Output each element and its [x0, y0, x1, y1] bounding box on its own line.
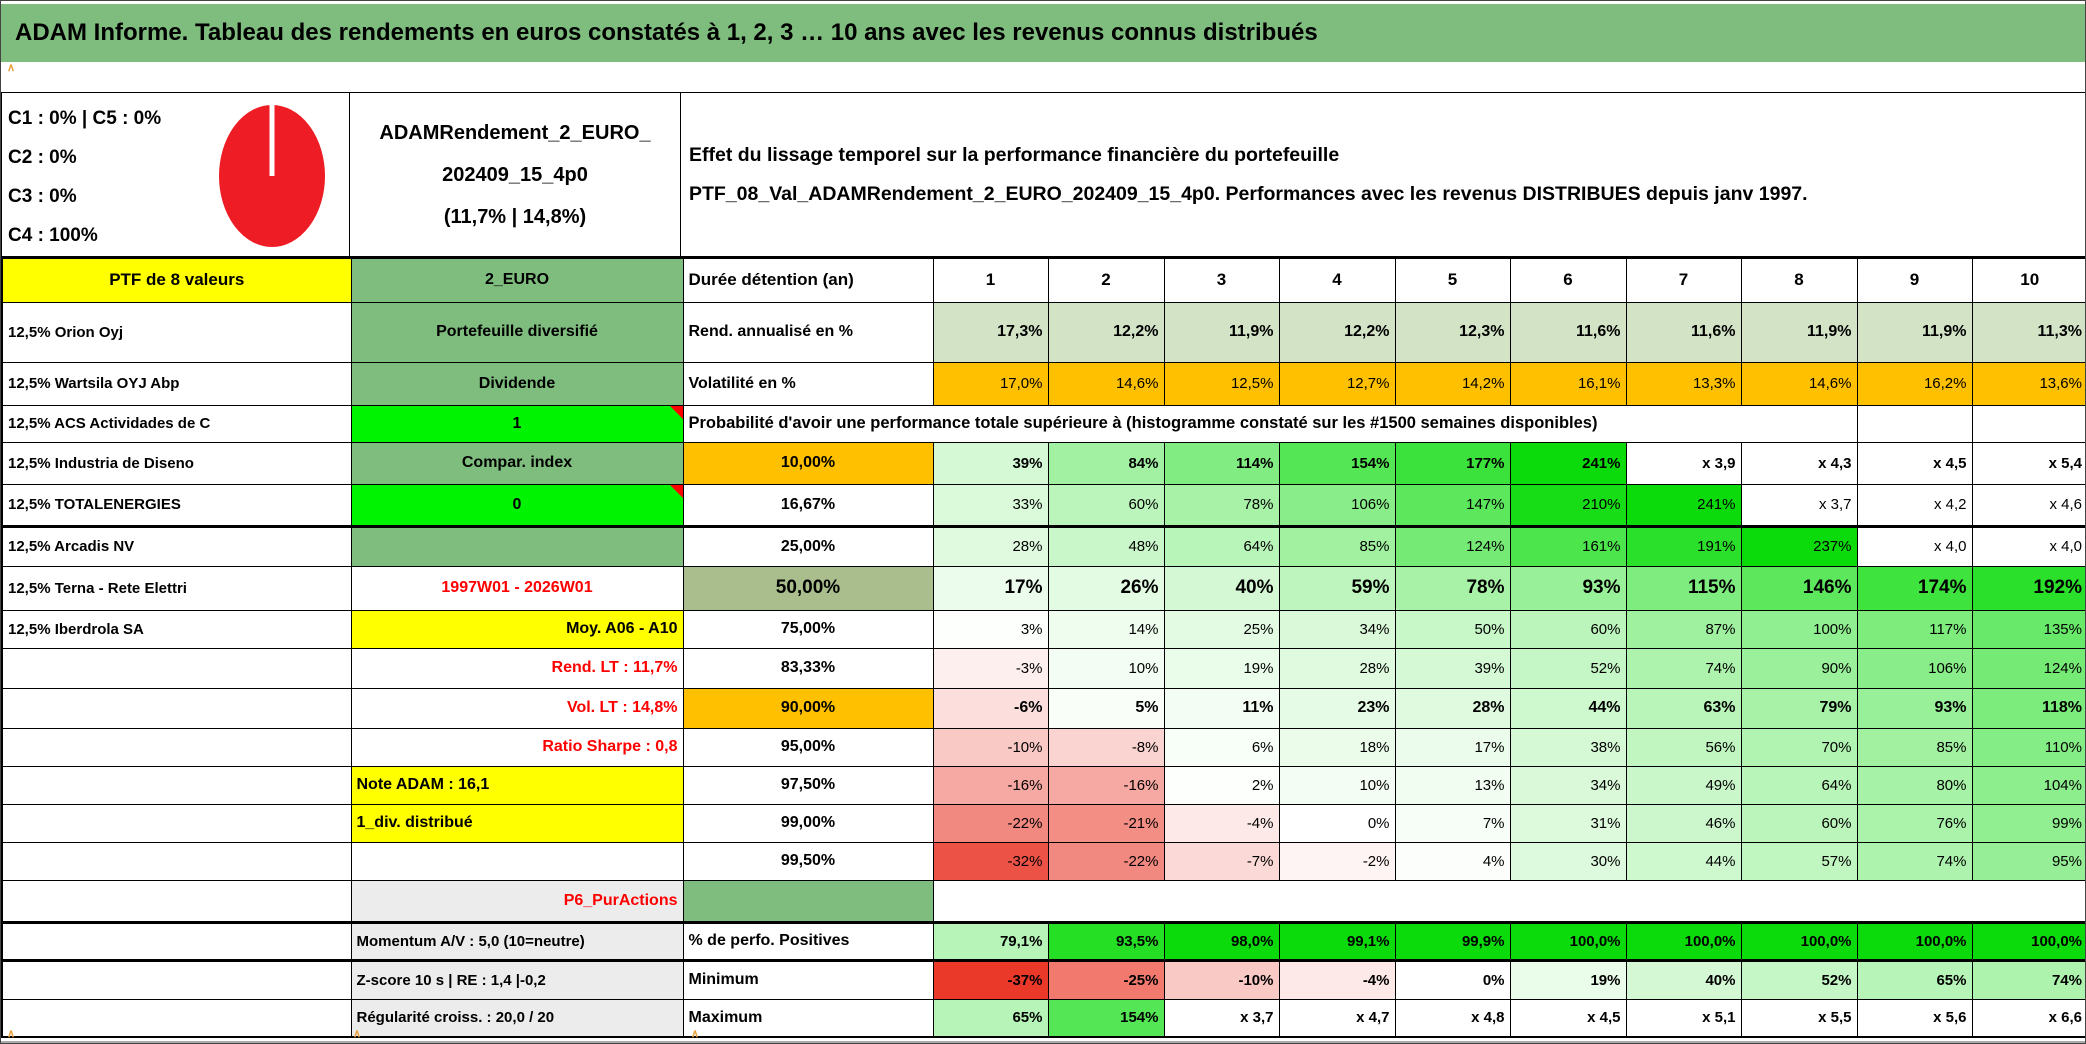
grid-cell[interactable]: 31% — [1510, 804, 1626, 842]
meta-label-cell[interactable] — [351, 526, 683, 566]
grid-cell[interactable]: 23% — [1279, 688, 1395, 728]
grid-cell[interactable]: 11,6% — [1510, 302, 1626, 362]
grid-cell[interactable]: -4% — [1279, 960, 1395, 999]
grid-cell[interactable]: 74% — [1857, 842, 1972, 880]
stock-label-cell[interactable]: 12,5% Wartsila OYJ Abp — [2, 362, 351, 405]
row-header-cell[interactable]: Durée détention (an) — [683, 258, 933, 302]
meta-label-cell[interactable]: Régularité croiss. : 20,0 / 20 — [351, 999, 683, 1037]
meta-label-cell[interactable] — [351, 842, 683, 880]
grid-cell[interactable]: 2% — [1164, 766, 1279, 804]
meta-label-cell[interactable]: Vol. LT : 14,8% — [351, 688, 683, 728]
gap-row — [1, 62, 2085, 92]
allocation-line: C2 : 0% — [8, 147, 77, 168]
grid-cell[interactable]: 154% — [1048, 999, 1164, 1037]
grid-cell[interactable]: 49% — [1626, 766, 1741, 804]
grid-cell[interactable]: -32% — [933, 842, 1048, 880]
portfolio-id-line: ADAMRendement_2_EURO_ — [379, 121, 651, 144]
grid-cell[interactable] — [1972, 405, 2086, 442]
grid-cell[interactable]: -2% — [1279, 842, 1395, 880]
grid-cell[interactable]: 12,5% — [1164, 362, 1279, 405]
grid-cell[interactable]: 106% — [1279, 484, 1395, 526]
grid-cell[interactable]: 10 — [1972, 258, 2086, 302]
stock-label-cell[interactable]: 12,5% Terna - Rete Elettri — [2, 566, 351, 610]
grid-cell[interactable]: 79,1% — [933, 922, 1048, 960]
grid-cell[interactable]: 28% — [1395, 688, 1510, 728]
grid-cell[interactable]: 124% — [1972, 648, 2086, 688]
stock-label-cell[interactable]: 12,5% Arcadis NV — [2, 526, 351, 566]
grid-cell[interactable]: 78% — [1164, 484, 1279, 526]
grid-cell[interactable]: 100,0% — [1972, 922, 2086, 960]
grid-cell[interactable]: -25% — [1048, 960, 1164, 999]
row-header-cell[interactable]: 10,00% — [683, 442, 933, 484]
meta-label-cell[interactable]: Ratio Sharpe : 0,8 — [351, 728, 683, 766]
allocation-line: C4 : 100% — [8, 225, 98, 246]
grid-cell[interactable]: 14,6% — [1741, 362, 1857, 405]
grid-cell[interactable]: -16% — [933, 766, 1048, 804]
row-header-cell[interactable]: Volatilité en % — [683, 362, 933, 405]
grid-cell[interactable]: x 6,6 — [1972, 999, 2086, 1037]
grid-cell[interactable]: 12,7% — [1279, 362, 1395, 405]
grid-cell[interactable]: x 4,0 — [1857, 526, 1972, 566]
portfolio-id-cell[interactable] — [349, 92, 681, 257]
allocation-line: C3 : 0% — [8, 186, 77, 207]
description-cell[interactable] — [680, 92, 2086, 257]
row-header-cell[interactable]: 75,00% — [683, 610, 933, 648]
grid-cell[interactable]: 146% — [1741, 566, 1857, 610]
grid-cell[interactable]: 11,3% — [1972, 302, 2086, 362]
grid-cell[interactable]: -16% — [1048, 766, 1164, 804]
portfolio-id-line: 202409_15_4p0 — [442, 163, 588, 186]
grid-cell[interactable]: 11% — [1164, 688, 1279, 728]
grid-cell[interactable]: 100,0% — [1741, 922, 1857, 960]
allocation-cell[interactable] — [1, 92, 350, 257]
grid-cell[interactable]: 5% — [1048, 688, 1164, 728]
stock-label-cell[interactable]: 12,5% Orion Oyj — [2, 302, 351, 362]
stock-label-cell[interactable] — [2, 842, 351, 880]
grid-cell[interactable]: 14,2% — [1395, 362, 1510, 405]
stock-label-cell[interactable] — [2, 960, 351, 999]
grid-cell[interactable]: 13% — [1395, 766, 1510, 804]
grid-cell[interactable]: x 4,6 — [1972, 484, 2086, 526]
grid-cell[interactable]: 100,0% — [1626, 922, 1741, 960]
grid-cell[interactable]: 210% — [1510, 484, 1626, 526]
stock-label-cell[interactable]: PTF de 8 valeurs — [2, 258, 351, 302]
row-header-cell[interactable]: 83,33% — [683, 648, 933, 688]
grid-cell[interactable]: 17% — [933, 566, 1048, 610]
meta-label-cell[interactable]: 1_div. distribué — [351, 804, 683, 842]
grid-cell[interactable]: 39% — [1395, 648, 1510, 688]
meta-label-cell[interactable]: Compar. index — [351, 442, 683, 484]
grid-cell[interactable]: 90% — [1741, 648, 1857, 688]
caret-icon: ∧ — [7, 1028, 16, 1040]
grid-cell[interactable]: 237% — [1741, 526, 1857, 566]
caret-icon: ∧ — [691, 1028, 700, 1040]
stock-label-cell[interactable] — [2, 688, 351, 728]
grid-cell[interactable]: 12,2% — [1279, 302, 1395, 362]
stock-label-cell[interactable]: 12,5% Industria de Diseno — [2, 442, 351, 484]
grid-cell[interactable]: x 4,8 — [1395, 999, 1510, 1037]
grid-cell[interactable]: 50% — [1395, 610, 1510, 648]
grid-cell[interactable]: 11,9% — [1857, 302, 1972, 362]
grid-cell[interactable]: 12,2% — [1048, 302, 1164, 362]
grid-cell[interactable]: x 3,7 — [1741, 484, 1857, 526]
grid-cell[interactable]: x 4,3 — [1741, 442, 1857, 484]
grid-cell[interactable]: 14,6% — [1048, 362, 1164, 405]
stock-label-cell[interactable] — [2, 728, 351, 766]
grid-cell[interactable]: 241% — [1626, 484, 1741, 526]
grid-cell[interactable]: x 4,5 — [1510, 999, 1626, 1037]
meta-label-cell[interactable]: Portefeuille diversifié — [351, 302, 683, 362]
grid-cell[interactable]: -6% — [933, 688, 1048, 728]
grid-cell[interactable]: x 4,0 — [1972, 526, 2086, 566]
row-header-cell[interactable]: 50,00% — [683, 566, 933, 610]
grid-cell[interactable]: 40% — [1164, 566, 1279, 610]
grid-cell[interactable]: 10% — [1048, 648, 1164, 688]
grid-cell[interactable]: x 5,6 — [1857, 999, 1972, 1037]
grid-cell[interactable]: 0% — [1395, 960, 1510, 999]
grid-cell[interactable]: 46% — [1626, 804, 1741, 842]
grid-cell[interactable]: x 3,7 — [1164, 999, 1279, 1037]
stock-label-cell[interactable] — [2, 648, 351, 688]
meta-label-cell[interactable]: 1 — [351, 405, 683, 442]
row-header-cell[interactable]: Rend. annualisé en % — [683, 302, 933, 362]
grid-cell[interactable]: 18% — [1279, 728, 1395, 766]
grid-cell[interactable]: 4 — [1279, 258, 1395, 302]
grid-cell[interactable]: x 5,5 — [1741, 999, 1857, 1037]
grid-cell[interactable]: 9 — [1857, 258, 1972, 302]
grid-cell[interactable]: 174% — [1857, 566, 1972, 610]
grid-cell[interactable]: 4% — [1395, 842, 1510, 880]
grid-cell[interactable]: 39% — [933, 442, 1048, 484]
grid-cell[interactable]: 40% — [1626, 960, 1741, 999]
grid-cell[interactable]: 93% — [1857, 688, 1972, 728]
grid-cell[interactable]: 13,6% — [1972, 362, 2086, 405]
allocation-pie — [213, 100, 331, 252]
grid-cell[interactable]: 10% — [1279, 766, 1395, 804]
grid-cell[interactable]: 59% — [1279, 566, 1395, 610]
meta-label-cell[interactable]: P6_PurActions — [351, 880, 683, 922]
grid-cell[interactable]: -7% — [1164, 842, 1279, 880]
grid-cell[interactable]: 16,2% — [1857, 362, 1972, 405]
grid-cell[interactable]: x 5,1 — [1626, 999, 1741, 1037]
grid-cell[interactable] — [1857, 405, 1972, 442]
stock-label-cell[interactable] — [2, 922, 351, 960]
grid-cell[interactable]: 26% — [1048, 566, 1164, 610]
meta-label-cell[interactable]: Rend. LT : 11,7% — [351, 648, 683, 688]
grid-cell[interactable]: 117% — [1857, 610, 1972, 648]
grid-cell[interactable]: -4% — [1164, 804, 1279, 842]
grid-cell[interactable]: 48% — [1048, 526, 1164, 566]
grid-cell[interactable]: 115% — [1626, 566, 1741, 610]
grid-cell[interactable]: 34% — [1279, 610, 1395, 648]
row-header-cell[interactable]: 95,00% — [683, 728, 933, 766]
grid-cell[interactable]: 11,6% — [1626, 302, 1741, 362]
grid-cell[interactable]: 85% — [1857, 728, 1972, 766]
grid-cell[interactable]: 100% — [1741, 610, 1857, 648]
grid-cell[interactable]: 30% — [1510, 842, 1626, 880]
grid-cell[interactable]: 110% — [1972, 728, 2086, 766]
grid-cell[interactable]: 7 — [1626, 258, 1741, 302]
grid-cell[interactable]: 60% — [1741, 804, 1857, 842]
row-header-cell[interactable]: 97,50% — [683, 766, 933, 804]
grid-cell[interactable]: x 4,5 — [1857, 442, 1972, 484]
stock-label-cell[interactable]: 12,5% ACS Actividades de C — [2, 405, 351, 442]
grid-cell[interactable]: 95% — [1972, 842, 2086, 880]
grid-cell[interactable]: 34% — [1510, 766, 1626, 804]
meta-label-cell[interactable]: Momentum A/V : 5,0 (10=neutre) — [351, 922, 683, 960]
bottom-strip — [1, 1028, 2085, 1044]
grid-cell[interactable]: 25% — [1164, 610, 1279, 648]
stock-label-cell[interactable] — [2, 880, 351, 922]
grid-cell[interactable]: 99% — [1972, 804, 2086, 842]
grid-cell[interactable]: 64% — [1164, 526, 1279, 566]
meta-label-cell[interactable]: Moy. A06 - A10 — [351, 610, 683, 648]
grid-cell[interactable]: 85% — [1279, 526, 1395, 566]
grid-cell[interactable]: 52% — [1510, 648, 1626, 688]
grid-cell[interactable]: 7% — [1395, 804, 1510, 842]
grid-cell[interactable]: 0% — [1279, 804, 1395, 842]
grid-cell[interactable]: 11,9% — [1741, 302, 1857, 362]
grid-cell[interactable]: -3% — [933, 648, 1048, 688]
grid-cell[interactable]: 3 — [1164, 258, 1279, 302]
grid-cell[interactable]: 17% — [1395, 728, 1510, 766]
stock-label-cell[interactable]: 12,5% TOTALENERGIES — [2, 484, 351, 526]
grid-cell[interactable]: 16,1% — [1510, 362, 1626, 405]
grid-cell[interactable]: 118% — [1972, 688, 2086, 728]
grid-cell[interactable]: 161% — [1510, 526, 1626, 566]
grid-cell[interactable]: 14% — [1048, 610, 1164, 648]
grid-cell[interactable]: 106% — [1857, 648, 1972, 688]
stock-label-cell[interactable]: 12,5% Iberdrola SA — [2, 610, 351, 648]
row-header-cell[interactable]: 25,00% — [683, 526, 933, 566]
grid-cell[interactable]: 19% — [1510, 960, 1626, 999]
grid-cell[interactable]: 60% — [1048, 484, 1164, 526]
grid-cell[interactable]: 84% — [1048, 442, 1164, 484]
grid-cell[interactable]: -21% — [1048, 804, 1164, 842]
grid-cell[interactable]: 19% — [1164, 648, 1279, 688]
grid-cell[interactable]: x 4,2 — [1857, 484, 1972, 526]
grid-cell[interactable]: 114% — [1164, 442, 1279, 484]
spreadsheet-grid — [1, 257, 2086, 1038]
grid-cell[interactable]: 11,9% — [1164, 302, 1279, 362]
meta-label-cell[interactable]: Z-score 10 s | RE : 1,4 |-0,2 — [351, 960, 683, 999]
title-banner[interactable]: ADAM Informe. Tableau des rendements en euros constatés à 1, 2, 3 … 10 ans avec les revenus connus distribués — [1, 4, 2085, 62]
meta-label-cell[interactable]: Dividende — [351, 362, 683, 405]
row-header-cell[interactable]: % de perfo. Positives — [683, 922, 933, 960]
row-header-cell[interactable]: Maximum — [683, 999, 933, 1037]
grid-cell[interactable]: 28% — [933, 526, 1048, 566]
grid-cell[interactable]: 56% — [1626, 728, 1741, 766]
grid-cell[interactable]: 63% — [1626, 688, 1741, 728]
grid-cell[interactable]: 93,5% — [1048, 922, 1164, 960]
stock-label-cell[interactable] — [2, 804, 351, 842]
portfolio-id-line: (11,7% | 14,8%) — [443, 205, 587, 228]
grid-cell[interactable]: 80% — [1857, 766, 1972, 804]
row-header-cell[interactable] — [683, 880, 933, 922]
grid-cell[interactable]: 57% — [1741, 842, 1857, 880]
grid-cell[interactable]: 177% — [1395, 442, 1510, 484]
grid-cell[interactable]: 6 — [1510, 258, 1626, 302]
description-line: Effet du lissage temporel sur la performance financière du portefeuille — [689, 143, 1340, 166]
grid-cell[interactable]: 100,0% — [1857, 922, 1972, 960]
grid-cell[interactable]: 44% — [1510, 688, 1626, 728]
grid-cell[interactable]: 52% — [1741, 960, 1857, 999]
caret-icon: ∧ — [353, 1028, 362, 1040]
grid-cell[interactable]: 3% — [933, 610, 1048, 648]
stock-label-cell[interactable] — [2, 766, 351, 804]
row-header-cell[interactable]: Minimum — [683, 960, 933, 999]
row-header-cell[interactable]: 99,00% — [683, 804, 933, 842]
grid-cell[interactable]: 192% — [1972, 566, 2086, 610]
grid-cell[interactable]: 76% — [1857, 804, 1972, 842]
grid-cell[interactable]: -10% — [933, 728, 1048, 766]
grid-cell[interactable]: 65% — [933, 999, 1048, 1037]
meta-label-cell[interactable]: 1997W01 - 2026W01 — [351, 566, 683, 610]
allocation-line: C1 : 0% | C5 : 0% — [8, 108, 162, 129]
grid-cell[interactable]: 135% — [1972, 610, 2086, 648]
grid-cell[interactable]: 79% — [1741, 688, 1857, 728]
row-header-cell[interactable]: 99,50% — [683, 842, 933, 880]
meta-label-cell[interactable]: 2_EURO — [351, 258, 683, 302]
grid-cell[interactable]: 5 — [1395, 258, 1510, 302]
description-line: PTF_08_Val_ADAMRendement_2_EURO_202409_15_4p0. Performances avec les revenus DISTRIBUES depuis janv 1997. — [689, 182, 1808, 205]
grid-cell[interactable]: 64% — [1741, 766, 1857, 804]
grid-cell[interactable]: x 4,7 — [1279, 999, 1395, 1037]
grid-cell[interactable]: -22% — [933, 804, 1048, 842]
grid-cell[interactable]: -10% — [1164, 960, 1279, 999]
grid-cell[interactable]: 154% — [1279, 442, 1395, 484]
grid-cell[interactable]: 78% — [1395, 566, 1510, 610]
row-header-cell[interactable]: 16,67% — [683, 484, 933, 526]
grid-cell[interactable]: -37% — [933, 960, 1048, 999]
grid-cell[interactable]: 93% — [1510, 566, 1626, 610]
stock-label-cell[interactable] — [2, 999, 351, 1040]
grid-cell[interactable]: 60% — [1510, 610, 1626, 648]
meta-label-cell[interactable]: 0 — [351, 484, 683, 526]
probability-header-cell[interactable]: Probabilité d'avoir une performance totale supérieure à (histogramme constaté sur les #1500 semaines disponibles) — [683, 405, 1857, 442]
grid-cell[interactable]: 8 — [1741, 258, 1857, 302]
grid-cell[interactable]: -22% — [1048, 842, 1164, 880]
grid-cell[interactable]: 70% — [1741, 728, 1857, 766]
grid-cell[interactable]: 99,9% — [1395, 922, 1510, 960]
grid-cell[interactable]: x 3,9 — [1626, 442, 1741, 484]
caret-icon: ∧ — [7, 62, 16, 74]
grid-cell[interactable]: 124% — [1395, 526, 1510, 566]
grid-cell[interactable]: 99,1% — [1279, 922, 1395, 960]
grid-cell[interactable]: 33% — [933, 484, 1048, 526]
grid-cell[interactable]: 38% — [1510, 728, 1626, 766]
grid-cell[interactable]: 147% — [1395, 484, 1510, 526]
meta-label-cell[interactable]: Note ADAM : 16,1 — [351, 766, 683, 804]
grid-cell[interactable]: 17,3% — [933, 302, 1048, 362]
grid-cell[interactable]: 6% — [1164, 728, 1279, 766]
info-row — [1, 92, 2086, 257]
grid-cell[interactable]: 13,3% — [1626, 362, 1741, 405]
grid-cell[interactable]: 28% — [1279, 648, 1395, 688]
grid-cell[interactable]: 44% — [1626, 842, 1741, 880]
grid-cell[interactable]: 87% — [1626, 610, 1741, 648]
row-header-cell[interactable]: 90,00% — [683, 688, 933, 728]
grid-cell[interactable]: 17,0% — [933, 362, 1048, 405]
grid-cell[interactable]: 12,3% — [1395, 302, 1510, 362]
grid-cell[interactable]: 1 — [933, 258, 1048, 302]
grid-cell[interactable]: 100,0% — [1510, 922, 1626, 960]
grid-cell[interactable]: x 5,4 — [1972, 442, 2086, 484]
grid-cell[interactable]: 2 — [1048, 258, 1164, 302]
grid-cell[interactable]: 74% — [1972, 960, 2086, 999]
grid-cell[interactable]: 241% — [1510, 442, 1626, 484]
grid-cell[interactable]: 98,0% — [1164, 922, 1279, 960]
grid-cell[interactable]: 104% — [1972, 766, 2086, 804]
grid-cell[interactable]: 65% — [1857, 960, 1972, 999]
grid-cell[interactable]: -8% — [1048, 728, 1164, 766]
grid-cell[interactable]: 74% — [1626, 648, 1741, 688]
grid-cell[interactable]: 191% — [1626, 526, 1741, 566]
blank-region[interactable] — [933, 880, 2086, 922]
